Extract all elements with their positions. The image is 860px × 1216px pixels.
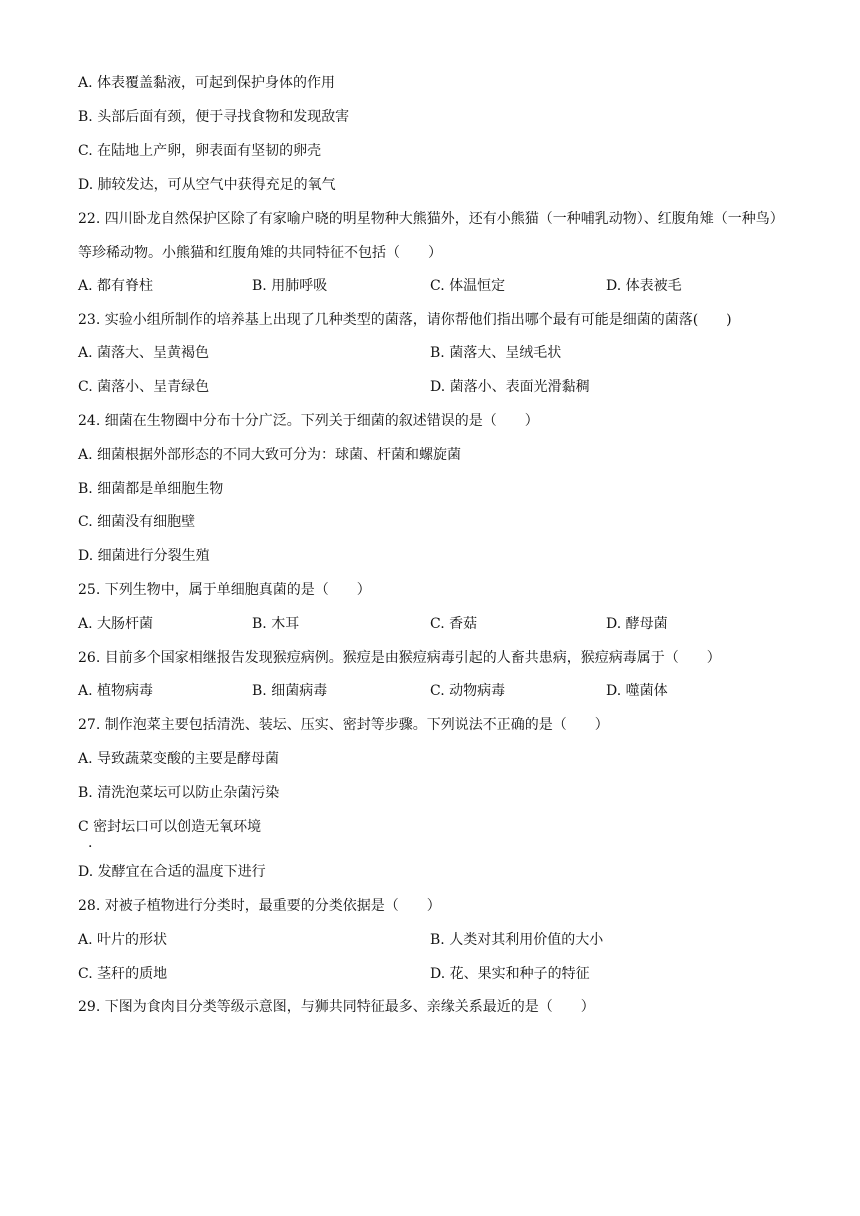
q26-option-a: A. 植物病毒 [78, 683, 154, 699]
q26-option-c: C. 动物病毒 [430, 683, 506, 699]
q28-option-c: C. 茎秆的质地 [78, 966, 168, 982]
q27-option-b: B. 清洗泡菜坛可以防止杂菌污染 [78, 785, 280, 801]
q23-option-c: C. 菌落小、呈青绿色 [78, 379, 210, 395]
q25-option-a: A. 大肠杆菌 [78, 616, 154, 632]
q22-option-a: A. 都有脊柱 [78, 278, 154, 294]
q27-option-d: D. 发酵宜在合适的温度下进行 [78, 864, 266, 880]
q23-option-b: B. 菌落大、呈绒毛状 [430, 345, 562, 361]
q27-stem: 27. 制作泡菜主要包括清洗、装坛、压实、密封等步骤。下列说法不正确的是（ ） [78, 717, 609, 733]
q28-option-a: A. 叶片的形状 [78, 932, 168, 948]
q25-option-d: D. 酵母菌 [606, 616, 668, 632]
q29-stem: 29. 下图为食肉目分类等级示意图，与狮共同特征最多、亲缘关系最近的是（ ） [78, 999, 595, 1015]
q26-option-b: B. 细菌病毒 [252, 683, 328, 699]
q22-option-d: D. 体表被毛 [606, 278, 682, 294]
q28-option-d: D. 花、果实和种子的特征 [430, 966, 590, 982]
q21-option-d: D. 肺较发达，可从空气中获得充足的氧气 [78, 177, 336, 193]
q25-option-b: B. 木耳 [252, 616, 300, 632]
q26-stem: 26. 目前多个国家相继报告发现猴痘病例。猴痘是由猴痘病毒引起的人畜共患病，猴痘病毒属于（ ） [78, 650, 721, 666]
q28-stem: 28. 对被子植物进行分类时，最重要的分类依据是（ ） [78, 898, 441, 914]
q24-option-c: C. 细菌没有细胞壁 [78, 514, 196, 530]
q22-option-b: B. 用肺呼吸 [252, 278, 328, 294]
q21-option-a: A. 体表覆盖黏液，可起到保护身体的作用 [78, 75, 336, 91]
q23-option-a: A. 菌落大、呈黄褐色 [78, 345, 210, 361]
q23-stem: 23. 实验小组所制作的培养基上出现了几种类型的菌落，请你帮他们指出哪个最有可能是细菌的菌落( ) [78, 312, 732, 328]
q22-option-c: C. 体温恒定 [430, 278, 506, 294]
q24-option-b: B. 细菌都是单细胞生物 [78, 481, 224, 497]
q25-option-c: C. 香菇 [430, 616, 478, 632]
q27-option-c: C 密封坛口可以创造无氧环境 [78, 819, 262, 835]
q28-option-b: B. 人类对其利用价值的大小 [430, 932, 604, 948]
q21-option-b: B. 头部后面有颈，便于寻找食物和发现敌害 [78, 109, 350, 125]
q26-option-d: D. 噬菌体 [606, 683, 668, 699]
q21-option-c: C. 在陆地上产卵，卵表面有坚韧的卵壳 [78, 143, 322, 159]
stray-period-mark: . [88, 835, 93, 851]
q24-option-a: A. 细菌根据外部形态的不同大致可分为：球菌、杆菌和螺旋菌 [78, 447, 462, 463]
q27-option-a: A. 导致蔬菜变酸的主要是酵母菌 [78, 751, 280, 767]
q25-stem: 25. 下列生物中，属于单细胞真菌的是（ ） [78, 582, 371, 598]
q24-stem: 24. 细菌在生物圈中分布十分广泛。下列关于细菌的叙述错误的是（ ） [78, 413, 539, 429]
q22-stem: 22. 四川卧龙自然保护区除了有家喻户晓的明星物种大熊猫外，还有小熊猫（一种哺乳动物）、红腹角雉（一种鸟）等珍稀动物。小熊猫和红腹角雉的共同特征不包括（ ） [78, 211, 784, 261]
q23-option-d: D. 菌落小、表面光滑黏稠 [430, 379, 590, 395]
q24-option-d: D. 细菌进行分裂生殖 [78, 548, 210, 564]
